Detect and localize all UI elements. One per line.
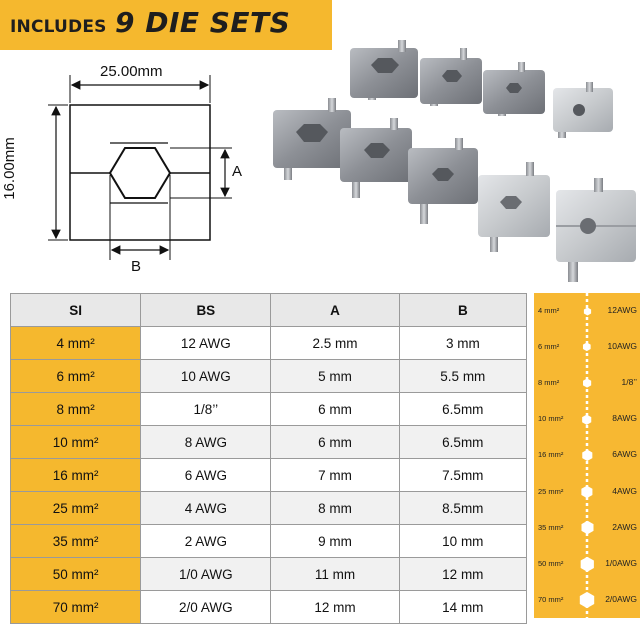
size-chart-row	[534, 437, 640, 473]
hex-size-icon	[582, 378, 592, 388]
die-set-3	[483, 62, 545, 116]
die-set-1	[350, 40, 418, 100]
size-chart-row	[534, 329, 640, 365]
size-chart-si-label: 50 mm²	[538, 558, 564, 568]
cell-a: 7 mm	[271, 459, 399, 492]
die-set-7	[408, 138, 478, 224]
hex-size-icon	[578, 591, 596, 609]
cell-b: 8.5mm	[399, 492, 526, 525]
size-chart-awg-label: 1/8’’	[621, 377, 637, 388]
size-chart-awg-label: 2AWG	[612, 521, 637, 532]
table-row	[11, 591, 527, 624]
size-chart-si-label: 8 mm²	[538, 378, 560, 388]
size-chart-si-label: 35 mm²	[538, 522, 564, 532]
cell-a: 6 mm	[271, 393, 399, 426]
cell-b: 12 mm	[399, 558, 526, 591]
die-set-4	[553, 82, 613, 138]
die-set-8	[478, 162, 550, 252]
hex-size-icon	[583, 307, 592, 316]
hex-size-icon	[581, 414, 592, 425]
cell-bs: 2/0 AWG	[141, 591, 271, 624]
dimension-diagram	[0, 55, 260, 295]
height-dimension-label-wrap	[0, 110, 34, 230]
header-bs: BS	[141, 294, 271, 327]
table-row	[11, 459, 527, 492]
size-chart-awg-label: 8AWG	[612, 413, 637, 424]
cell-si: 16 mm²	[11, 459, 141, 492]
hex-size-icon	[580, 485, 594, 499]
cell-si: 4 mm²	[11, 327, 141, 360]
cell-si: 25 mm²	[11, 492, 141, 525]
cell-bs: 8 AWG	[141, 426, 271, 459]
cell-bs: 4 AWG	[141, 492, 271, 525]
cell-a: 6 mm	[271, 426, 399, 459]
table-row	[11, 558, 527, 591]
cell-si: 35 mm²	[11, 525, 141, 558]
cell-si: 50 mm²	[11, 558, 141, 591]
cell-si: 10 mm²	[11, 426, 141, 459]
size-chart-awg-label: 1/0AWG	[605, 557, 637, 568]
cell-bs: 2 AWG	[141, 525, 271, 558]
hex-size-icon	[580, 520, 595, 535]
cell-b: 6.5mm	[399, 426, 526, 459]
b-dimension-label: B	[131, 258, 142, 275]
cell-si: 6 mm²	[11, 360, 141, 393]
table-row	[11, 492, 527, 525]
cell-si: 70 mm²	[11, 591, 141, 624]
header-si: SI	[11, 294, 141, 327]
cell-bs: 10 AWG	[141, 360, 271, 393]
table-row	[11, 327, 527, 360]
size-chart-row	[534, 474, 640, 510]
cell-b: 7.5mm	[399, 459, 526, 492]
cell-a: 12 mm	[271, 591, 399, 624]
cell-a: 2.5 mm	[271, 327, 399, 360]
die-set-2	[420, 48, 482, 106]
height-dimension-label: 16.00mm	[0, 137, 18, 200]
cell-b: 14 mm	[399, 591, 526, 624]
table-row	[11, 525, 527, 558]
banner-emphasis-text: 9 DIE SETS	[115, 6, 291, 39]
die-size-table	[10, 293, 527, 624]
hex-size-icon	[582, 342, 592, 352]
table-row	[11, 426, 527, 459]
size-chart-row	[534, 401, 640, 437]
size-chart-row	[534, 510, 640, 546]
header-b: B	[399, 294, 526, 327]
die-sets-illustration	[268, 40, 640, 290]
cell-a: 11 mm	[271, 558, 399, 591]
size-chart-awg-label: 12AWG	[607, 305, 637, 316]
size-chart-row	[534, 293, 640, 329]
hex-size-chart	[534, 293, 640, 618]
size-chart-awg-label: 4AWG	[612, 485, 637, 496]
table-header-row	[11, 294, 527, 327]
cell-si: 8 mm²	[11, 393, 141, 426]
size-chart-row	[534, 546, 640, 582]
size-chart-si-label: 4 mm²	[538, 306, 560, 316]
cell-b: 10 mm	[399, 525, 526, 558]
size-chart-awg-label: 2/0AWG	[605, 593, 637, 604]
die-set-6	[340, 118, 412, 198]
die-dimension-drawing	[0, 55, 260, 295]
hex-size-icon	[579, 556, 596, 573]
size-chart-awg-label: 10AWG	[607, 341, 637, 352]
cell-a: 8 mm	[271, 492, 399, 525]
cell-bs: 12 AWG	[141, 327, 271, 360]
cell-b: 6.5mm	[399, 393, 526, 426]
banner-lead-text: INCLUDES	[10, 17, 107, 37]
width-dimension-label: 25.00mm	[100, 63, 163, 80]
cell-bs: 1/0 AWG	[141, 558, 271, 591]
die-set-9	[556, 178, 636, 282]
cell-a: 5 mm	[271, 360, 399, 393]
cell-b: 5.5 mm	[399, 360, 526, 393]
table-row	[11, 393, 527, 426]
size-chart-row	[534, 582, 640, 618]
size-chart-si-label: 6 mm²	[538, 342, 560, 352]
size-chart-si-label: 16 mm²	[538, 450, 564, 460]
a-dimension-label: A	[232, 163, 243, 180]
size-chart-si-label: 10 mm²	[538, 414, 564, 424]
cell-bs: 1/8’’	[141, 393, 271, 426]
die-set-5	[273, 98, 351, 180]
cell-bs: 6 AWG	[141, 459, 271, 492]
hex-size-icon	[581, 449, 594, 462]
cell-a: 9 mm	[271, 525, 399, 558]
size-chart-si-label: 70 mm²	[538, 594, 564, 604]
size-chart-row	[534, 365, 640, 401]
header-a: A	[271, 294, 399, 327]
size-chart-si-label: 25 mm²	[538, 486, 564, 496]
size-chart-awg-label: 6AWG	[612, 449, 637, 460]
cell-b: 3 mm	[399, 327, 526, 360]
die-sets-photo	[268, 40, 640, 290]
table-row	[11, 360, 527, 393]
